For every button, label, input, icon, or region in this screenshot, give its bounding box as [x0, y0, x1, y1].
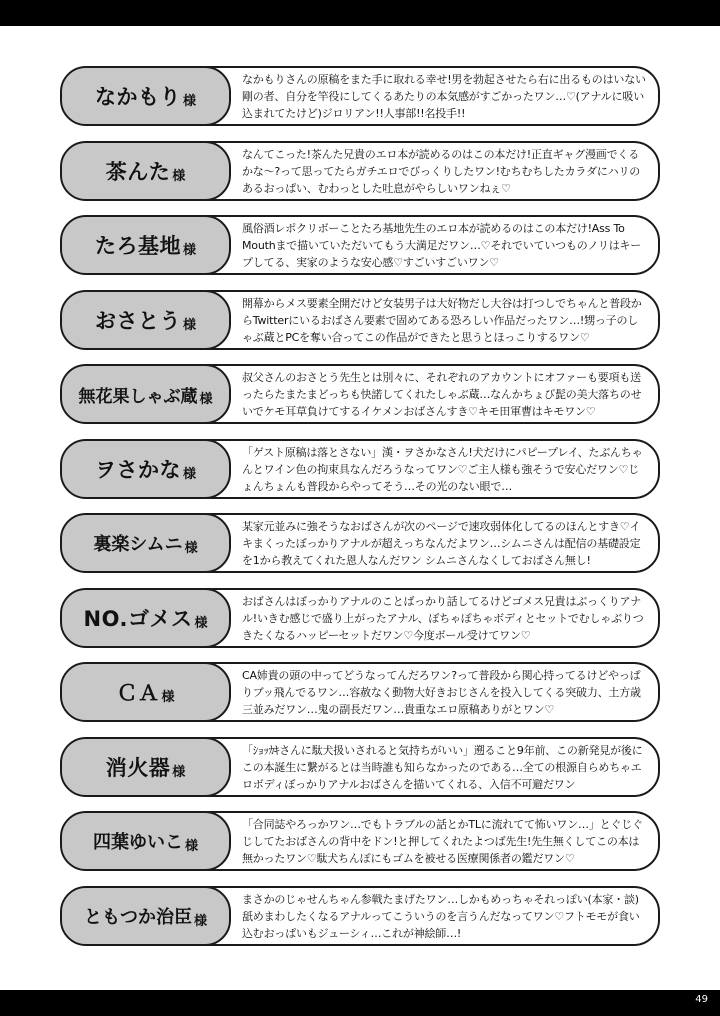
guest-comment: 「合同誌やろっかワン…でもトラブルの話とかTLに流れてて怖いワン…」とぐじぐじしてたおばさんの背中をドン!と押してくれたよつば先生!先生無くしてこの本は無かったワン♡駄犬ちんぽにもゴムを被せる医療関係者の鑑だワン♡	[242, 818, 643, 865]
page-number: 49	[695, 994, 708, 1005]
top-black-bar	[0, 0, 720, 26]
guest-entry	[60, 737, 660, 797]
guest-name: 無花果しゃぶ蔵	[78, 386, 198, 407]
honorific: 様	[182, 94, 196, 109]
guest-list	[60, 66, 660, 960]
guest-entry	[60, 439, 660, 499]
guest-name: 四葉ゆいこ	[92, 832, 183, 853]
guest-comment: 叔父さんのおさとう先生とは別々に、それぞれのアカウントにオファーも要項も送ったらたまたまどっちも快諾してくれたしゃぶ蔵…なんかちょび髭の美大落ちのせいでケモ耳草負けてするイケメンおばさんすき♡キモ田軍曹はキモワン♡	[242, 371, 642, 418]
name-plate	[60, 141, 231, 201]
guest-name: NO.ゴメス	[83, 606, 193, 631]
name-plate	[60, 513, 231, 573]
guest-entry	[60, 66, 660, 126]
honorific: 様	[182, 243, 196, 258]
guest-name: ともつか治臣	[83, 906, 192, 928]
guest-entry	[60, 290, 660, 350]
guest-comment: 某家元並みに強そうなおばさんが次のページで速攻弱体化してるのほんとすき♡イキまくったぼっかりアナルが超えっちなんだよワン…シムニさんは配信の基礎設定を1から教えてくれた恩人なんだワン シムニさんなくしておばさん無し!	[242, 520, 641, 567]
guest-comment: なんてこった!茶んた兄貴のエロ本が読めるのはこの本だけ!正直ギャグ漫画でくるかな〜?って思ってたらガチエロでびっくりしたワン!むちむちしたカラダにハリのあるおっぱい、むわっとした吐息がやらしいワンねぇ♡	[242, 147, 641, 195]
name-plate	[60, 439, 231, 499]
guest-comment: 「ｼｮｯｶｷさんに駄犬扱いされると気持ちがいい」遡ること9年前、この新発見が後にこの本誕生に繋がるとは当時誰も知らなかったのである…全ての根源自らめちゃエロボディぼっかりアナルおばさんを描いてくれる、入信不可避だワン	[242, 743, 643, 791]
guest-comment: おばさんはぼっかりアナルのことばっかり話してるけどゴメス兄貴はぶっくりアナル!いきむ感じで盛り上がったアナル、ぽちゃぽちゃボディとセットでむしゃぶりつきたくなるハッピーセットだワン♡今度ボール受けてワン♡	[242, 594, 644, 642]
name-plate	[60, 290, 231, 350]
guest-entry	[60, 588, 660, 648]
guest-entry	[60, 886, 660, 946]
honorific: 様	[172, 764, 186, 780]
guest-entry	[60, 811, 660, 871]
guest-comment: CA姉貴の頭の中ってどうなってんだろワン?って普段から関心持ってるけどやっぱりブッ飛んでるワン…容赦なく動物大好きおじさんを投入してくる突破力、土方歳三並みだワン…鬼の副長だワン…貴重なエロ原稿ありがとワン♡	[242, 669, 641, 716]
guest-name: 裏楽シムニ	[93, 534, 183, 555]
guest-entry	[60, 215, 660, 275]
guest-entry	[60, 364, 660, 424]
honorific: 様	[184, 839, 198, 854]
name-plate	[60, 662, 231, 722]
guest-entry	[60, 662, 660, 722]
name-plate	[60, 66, 231, 126]
name-plate	[60, 886, 231, 946]
guest-comment: 開幕からメス要素全開だけど女装男子は大好物だし大谷は打つしでちゃんと普段からTwitterにいるおばさん要素で固めてある恐ろしい作品だったワン…!甥っ子のしゃぶ蔵とPCを奪い合ってこの作品ができたと思うとほっこりするワン♡	[242, 296, 642, 344]
guest-entry	[60, 141, 660, 201]
honorific: 様	[184, 541, 198, 556]
honorific: 様	[182, 317, 196, 333]
guest-name: おさとう	[94, 308, 181, 333]
name-plate	[60, 215, 231, 275]
honorific: 様	[161, 690, 175, 705]
guest-name: 茶んた	[105, 159, 171, 184]
bottom-black-bar	[0, 990, 720, 1016]
name-plate	[60, 737, 231, 797]
honorific: 様	[194, 615, 208, 631]
name-plate	[60, 364, 231, 424]
honorific: 様	[182, 466, 196, 482]
honorific: 様	[193, 913, 207, 929]
guest-name: たろ基地	[94, 234, 181, 258]
name-plate	[60, 588, 231, 648]
guest-comment: 風俗酒レポクリボーことたろ基地先生のエロ本が読めるのはこの本だけ!Ass To Mouthまで描いていただいてもう大満足だワン…♡それでいていつものノリはキープしてる、実家のような安心感♡すごいすごいワン♡	[242, 222, 642, 269]
guest-comment: 「ゲスト原稿は落とさない」漢・ヲさかなさん!犬だけにパピープレイ、たぶんちゃんとワイン色の拘束具なんだろうなってワン♡ご主人様も強そうで安心だワン♡じょんちょんも普段からやってそう…その光のない眼で…	[242, 445, 643, 493]
name-plate	[60, 811, 231, 871]
guest-entry	[60, 513, 660, 573]
honorific: 様	[199, 392, 213, 407]
guest-comment: まさかのじゃせんちゃん参戦たまげたワン…しかもめっちゃそれっぽい(本家・談)舐めまわしたくなるアナルってこういうのを言うんだなってワン♡フトモモが食い込むおっぱいもジューシィ…これが神絵師…!	[242, 892, 640, 940]
guest-comment: なかもりさんの原稿をまた手に取れる幸せ!男を勃起させたら右に出るものはいない剛の者、自分を竿役にしてくるあたりの本気感がすごかったワン…♡(アナルに吸い込まれてたけど)ジロリアン!!人事部!!名投手!!	[242, 73, 646, 120]
guest-name: ＣＡ	[116, 681, 160, 705]
guest-name: 消火器	[105, 755, 171, 780]
honorific: 様	[172, 168, 186, 184]
guest-name: ヲさかな	[94, 457, 181, 482]
guest-name: なかもり	[94, 85, 181, 109]
